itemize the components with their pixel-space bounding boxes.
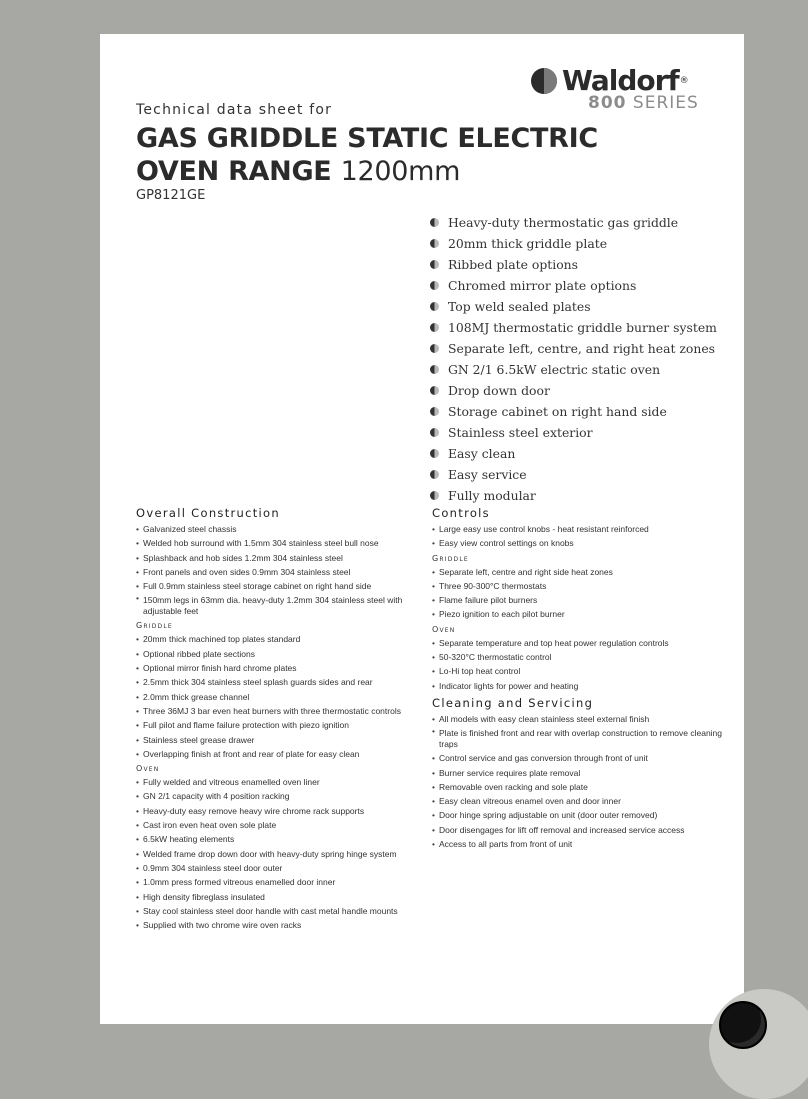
feature-text: Stainless steel exterior	[448, 425, 593, 440]
feature-list	[430, 212, 717, 506]
list-item: • 50-320°C thermostatic control	[432, 650, 722, 664]
feature-item	[430, 233, 717, 254]
half-circle-bullet-icon	[430, 428, 439, 437]
list-item: • Splashback and hob sides 1.2mm 304 stainless steel	[136, 551, 421, 565]
title-line-1: GAS GRIDDLE STATIC ELECTRIC	[136, 123, 598, 154]
title-line-2	[136, 155, 598, 188]
half-circle-bullet-icon	[430, 365, 439, 374]
page-dot-icon	[719, 1001, 767, 1049]
list-item: • Removable oven racking and sole plate	[432, 780, 722, 794]
list-item: • Supplied with two chrome wire oven racks	[136, 918, 421, 932]
overall-construction-section	[136, 506, 421, 932]
list-item: • All models with easy clean stainless steel external finish	[432, 712, 722, 726]
oven-subheading: Oven	[136, 764, 160, 774]
feature-text: Separate left, centre, and right heat zones	[448, 341, 716, 356]
list-item: • Cast iron even heat oven sole plate	[136, 818, 421, 832]
feature-text: Chromed mirror plate options	[448, 278, 637, 293]
feature-item	[430, 359, 717, 380]
list-item: • 6.5kW heating elements	[136, 832, 421, 846]
feature-text: 108MJ thermostatic griddle burner system	[448, 320, 717, 335]
half-circle-bullet-icon	[430, 302, 439, 311]
list-item: • Large easy use control knobs - heat resistant reinforced	[432, 522, 722, 536]
series-label	[588, 93, 710, 113]
list-item: • Easy view control settings on knobs	[432, 536, 722, 550]
feature-item	[430, 401, 717, 422]
controls-oven-subheading: Oven	[432, 624, 456, 634]
griddle-list	[136, 632, 421, 761]
feature-text: Ribbed plate options	[448, 257, 579, 272]
brand-name: Waldorf	[562, 64, 679, 97]
model-number: GP8121GE	[136, 188, 206, 203]
feature-item	[430, 254, 717, 275]
list-item: • Plate is finished front and rear with overlap construction to remove cleaning traps	[432, 726, 722, 751]
feature-text: 20mm thick griddle plate	[448, 236, 608, 251]
feature-text: Top weld sealed plates	[448, 299, 591, 314]
list-item: • Easy clean vitreous enamel oven and door inner	[432, 794, 722, 808]
cleaning-list	[432, 712, 722, 851]
list-item: • Indicator lights for power and heating	[432, 679, 722, 693]
list-item: • Welded hob surround with 1.5mm 304 stainless steel bull nose	[136, 536, 421, 550]
list-item: • Flame failure pilot burners	[432, 593, 722, 607]
feature-item	[430, 317, 717, 338]
list-item: • Front panels and oven sides 0.9mm 304 stainless steel	[136, 565, 421, 579]
feature-item	[430, 485, 717, 506]
title-size: 1200mm	[340, 156, 461, 187]
list-item: • Galvanized steel chassis	[136, 522, 421, 536]
controls-section	[432, 506, 722, 851]
feature-item	[430, 296, 717, 317]
list-item: • Optional ribbed plate sections	[136, 647, 421, 661]
list-item: • Fully welded and vitreous enamelled oven liner	[136, 775, 421, 789]
feature-text: Drop down door	[448, 383, 550, 398]
half-circle-bullet-icon	[430, 491, 439, 500]
half-circle-bullet-icon	[430, 449, 439, 458]
feature-text: GN 2/1 6.5kW electric static oven	[448, 362, 661, 377]
waldorf-logo-mark-icon	[530, 67, 558, 95]
list-item: • Full 0.9mm stainless steel storage cabinet on right hand side	[136, 579, 421, 593]
list-item: • Burner service requires plate removal	[432, 766, 722, 780]
list-item: • High density fibreglass insulated	[136, 890, 421, 904]
list-item: • 2.5mm thick 304 stainless steel splash guards sides and rear	[136, 675, 421, 689]
list-item: • Three 90-300°C thermostats	[432, 579, 722, 593]
cleaning-servicing-heading: Cleaning and Servicing	[432, 695, 594, 710]
half-circle-bullet-icon	[430, 323, 439, 332]
feature-text: Storage cabinet on right hand side	[448, 404, 667, 419]
list-item: • Door hinge spring adjustable on unit (door outer removed)	[432, 808, 722, 822]
half-circle-bullet-icon	[430, 407, 439, 416]
list-item: • 0.9mm 304 stainless steel door outer	[136, 861, 421, 875]
list-item: • 2.0mm thick grease channel	[136, 690, 421, 704]
list-item: • Welded frame drop down door with heavy-duty spring hinge system	[136, 847, 421, 861]
list-item: • Piezo ignition to each pilot burner	[432, 607, 722, 621]
series-word: SERIES	[632, 93, 699, 113]
feature-text: Fully modular	[448, 488, 536, 503]
title-line-2-bold: OVEN RANGE	[136, 156, 332, 187]
half-circle-bullet-icon	[430, 470, 439, 479]
griddle-subheading: Griddle	[136, 621, 173, 631]
feature-item	[430, 380, 717, 401]
list-item: • Separate temperature and top heat power regulation controls	[432, 636, 722, 650]
controls-list	[432, 522, 722, 551]
controls-heading: Controls	[432, 506, 490, 520]
list-item: • 150mm legs in 63mm dia. heavy-duty 1.2mm 304 stainless steel with adjustable feet	[136, 593, 421, 618]
list-item: • Lo-Hi top heat control	[432, 664, 722, 678]
list-item: • Three 36MJ 3 bar even heat burners with three thermostatic controls	[136, 704, 421, 718]
page-title	[136, 122, 598, 188]
half-circle-bullet-icon	[430, 344, 439, 353]
header-kicker: Technical data sheet for	[136, 102, 333, 118]
controls-griddle-subheading: Griddle	[432, 553, 469, 563]
list-item: • GN 2/1 capacity with 4 position racking	[136, 789, 421, 803]
half-circle-bullet-icon	[430, 218, 439, 227]
series-number: 800	[588, 93, 627, 113]
list-item: • Heavy-duty easy remove heavy wire chrome rack supports	[136, 804, 421, 818]
feature-item	[430, 443, 717, 464]
feature-text: Heavy-duty thermostatic gas griddle	[448, 215, 679, 230]
list-item: • Control service and gas conversion through front of unit	[432, 751, 722, 765]
list-item: • 20mm thick machined top plates standard	[136, 632, 421, 646]
feature-item	[430, 464, 717, 485]
controls-oven-list	[432, 636, 722, 693]
registered-mark: ®	[679, 75, 689, 86]
overall-list	[136, 522, 421, 618]
feature-item	[430, 338, 717, 359]
feature-item	[430, 212, 717, 233]
list-item: • Optional mirror finish hard chrome plates	[136, 661, 421, 675]
list-item: • Stay cool stainless steel door handle with cast metal handle mounts	[136, 904, 421, 918]
half-circle-bullet-icon	[430, 239, 439, 248]
list-item: • 1.0mm press formed vitreous enamelled door inner	[136, 875, 421, 889]
feature-item	[430, 275, 717, 296]
list-item: • Door disengages for lift off removal and increased service access	[432, 823, 722, 837]
half-circle-bullet-icon	[430, 260, 439, 269]
feature-text: Easy service	[448, 467, 527, 482]
list-item: • Full pilot and flame failure protection with piezo ignition	[136, 718, 421, 732]
overall-construction-heading: Overall Construction	[136, 506, 280, 520]
feature-text: Easy clean	[448, 446, 516, 461]
half-circle-bullet-icon	[430, 386, 439, 395]
list-item: • Access to all parts from front of unit	[432, 837, 722, 851]
oven-list	[136, 775, 421, 932]
half-circle-bullet-icon	[430, 281, 439, 290]
list-item: • Separate left, centre and right side heat zones	[432, 565, 722, 579]
list-item: • Stainless steel grease drawer	[136, 733, 421, 747]
list-item: • Overlapping finish at front and rear of plate for easy clean	[136, 747, 421, 761]
controls-griddle-list	[432, 565, 722, 622]
feature-item	[430, 422, 717, 443]
document-header	[136, 102, 598, 203]
corner-circle-decoration	[709, 989, 808, 1099]
